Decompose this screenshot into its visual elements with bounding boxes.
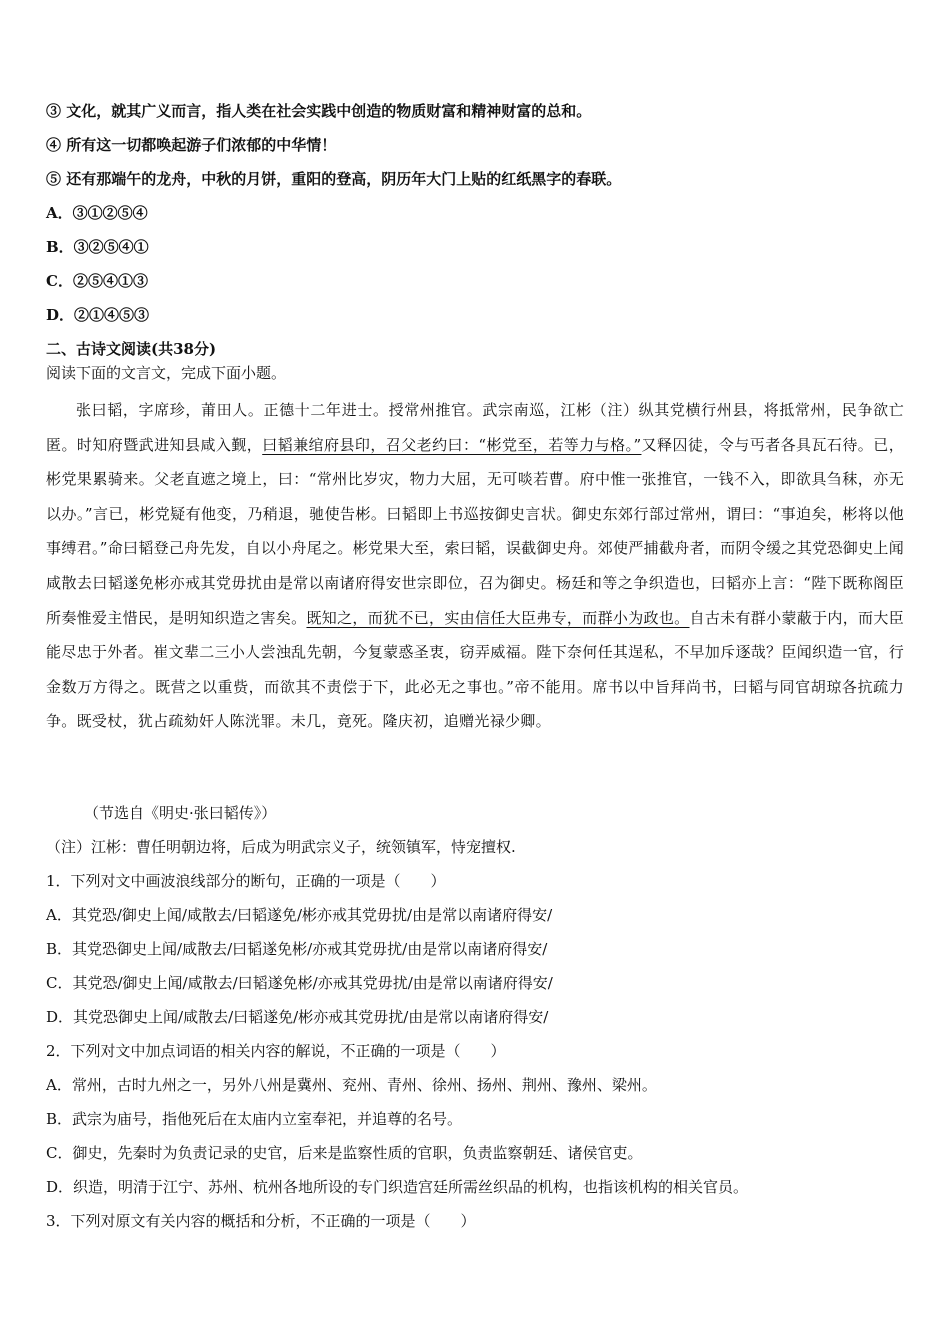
q2-option-b: B．武宗为庙号，指他死后在太庙内立室奉祀，并追尊的名号。 bbox=[46, 1110, 463, 1128]
question-2-stem: 2．下列对文中加点词语的相关内容的解说，不正确的一项是（ ） bbox=[46, 1042, 506, 1060]
passage-text-3: 世宗即位，召为御史。杨廷和等之争织造也，曰韬亦上言：“陛下既称阁臣所奏惟爱主惜民，是明知织造之害矣。 bbox=[46, 573, 904, 627]
source-citation: （节选自《明史·张曰韬传》） bbox=[84, 804, 277, 822]
passage-text-4: 自古未有群小蒙蔽于内，而大臣能尽忠于外者。崔文辈二三小人尝浊乱先朝，今复蒙惑圣衷，窃弄威福。陛下奈何任其逞私，不早加斥逐哉？臣闻织造一官，行金数万方得之。既营之以重赀，而欲其不责偿于下，此必无之事也。”帝不能用。席书以中旨拜尚书，曰韬与同官胡琼各抗疏力争。既受杖，犹占疏劾奸人陈洸罪。未几，竟死。隆庆初，追赠光禄少卿。 bbox=[46, 608, 904, 731]
passage bbox=[46, 393, 904, 739]
instruction: 阅读下面的文言文，完成下面小题。 bbox=[46, 364, 287, 382]
section-title: 二、古诗文阅读(共38分) bbox=[46, 340, 217, 358]
question-3-stem: 3．下列对原文有关内容的概括和分析，不正确的一项是（ ） bbox=[46, 1212, 476, 1230]
q1-option-c: C．其党恐/御史上闻/咸散去/曰韬遂免彬/亦戒其党毋扰/由是常以南诸府得安/ bbox=[46, 974, 553, 992]
passage-text-2: 又释囚徒，令与丐者各具瓦石待。已，彬党果累骑来。父老直遮之境上，曰：“常州比岁灾，物力大屈，无可啖若曹。府中惟一张推官，一钱不入，即欲具刍秣，亦无以办。”言已，彬党疑有他变，乃稍退，驰使告彬。曰韬即上书巡按御史言状。御史东郊行部过常州，谓曰：“事迫矣，彬将以他事缚君。”命曰韬登己舟先发，自以小舟尾之。彬党果大至，索曰韬，误截御史舟。郊使严捕截舟者，而阴令缓之 bbox=[46, 435, 904, 558]
sentence-5: ⑤ 还有那端午的龙舟，中秋的月饼，重阳的登高，阴历年大门上贴的红纸黑字的春联。 bbox=[46, 170, 622, 188]
passage-text-1: 张曰韬，字席珍，莆田人。正德十二年进士。授常州推官。武宗南巡，江彬（注）纵其党横行州县，将抵常州，民争欲亡匿。时知府暨武进知县咸入觐， bbox=[46, 401, 904, 454]
order-option-a: A．③①②⑤④ bbox=[46, 204, 148, 222]
question-1-stem: 1．下列对文中画波浪线部分的断句，正确的一项是（ ） bbox=[46, 872, 446, 890]
q1-option-b: B．其党恐御史上闻/咸散去/曰韬遂免彬/亦戒其党毋扰/由是常以南诸府得安/ bbox=[46, 940, 548, 958]
annotation-note: （注）江彬：曹任明朝边将，后成为明武宗义子，统领镇军，恃宠擅权. bbox=[46, 838, 516, 856]
q1-option-a: A．其党恐/御史上闻/咸散去/曰韬遂免/彬亦戒其党毋扰/由是常以南诸府得安/ bbox=[46, 906, 553, 924]
q2-option-c: C．御史，先秦时为负责记录的史官，后来是监察性质的官职，负责监察朝廷、诸侯官吏。 bbox=[46, 1144, 643, 1162]
order-option-b: B．③②⑤④① bbox=[46, 238, 149, 256]
q1-option-d: D．其党恐御史上闻/咸散去/曰韬遂免/彬亦戒其党毋扰/由是常以南诸府得安/ bbox=[46, 1008, 549, 1026]
underlined-sentence-2: 既知之，而犹不已，实由信任大臣弗专，而群小为政也。 bbox=[306, 608, 690, 627]
underlined-sentence-1: 曰韬兼绾府县印，召父老约曰：“彬党至，若等力与格。” bbox=[262, 435, 642, 454]
order-option-d: D．②①④⑤③ bbox=[46, 306, 150, 324]
q2-option-d: D．织造，明清于江宁、苏州、杭州各地所设的专门织造宫廷所需丝织品的机构，也指该机构的相关官员。 bbox=[46, 1178, 749, 1196]
order-option-c: C．②⑤④①③ bbox=[46, 272, 148, 290]
sentence-4: ④ 所有这一切都唤起游子们浓郁的中华情！ bbox=[46, 136, 337, 154]
wavy-line-sentence: 其党恐御史上闻咸散去曰韬遂免彬亦戒其党毋扰由是常以南诸府得安 bbox=[46, 539, 904, 592]
sentence-3: ③ 文化，就其广义而言，指人类在社会实践中创造的物质财富和精神财富的总和。 bbox=[46, 102, 592, 120]
q2-option-a: A．常州，古时九州之一，另外八州是冀州、兖州、青州、徐州、扬州、荆州、豫州、梁州。 bbox=[46, 1076, 657, 1094]
